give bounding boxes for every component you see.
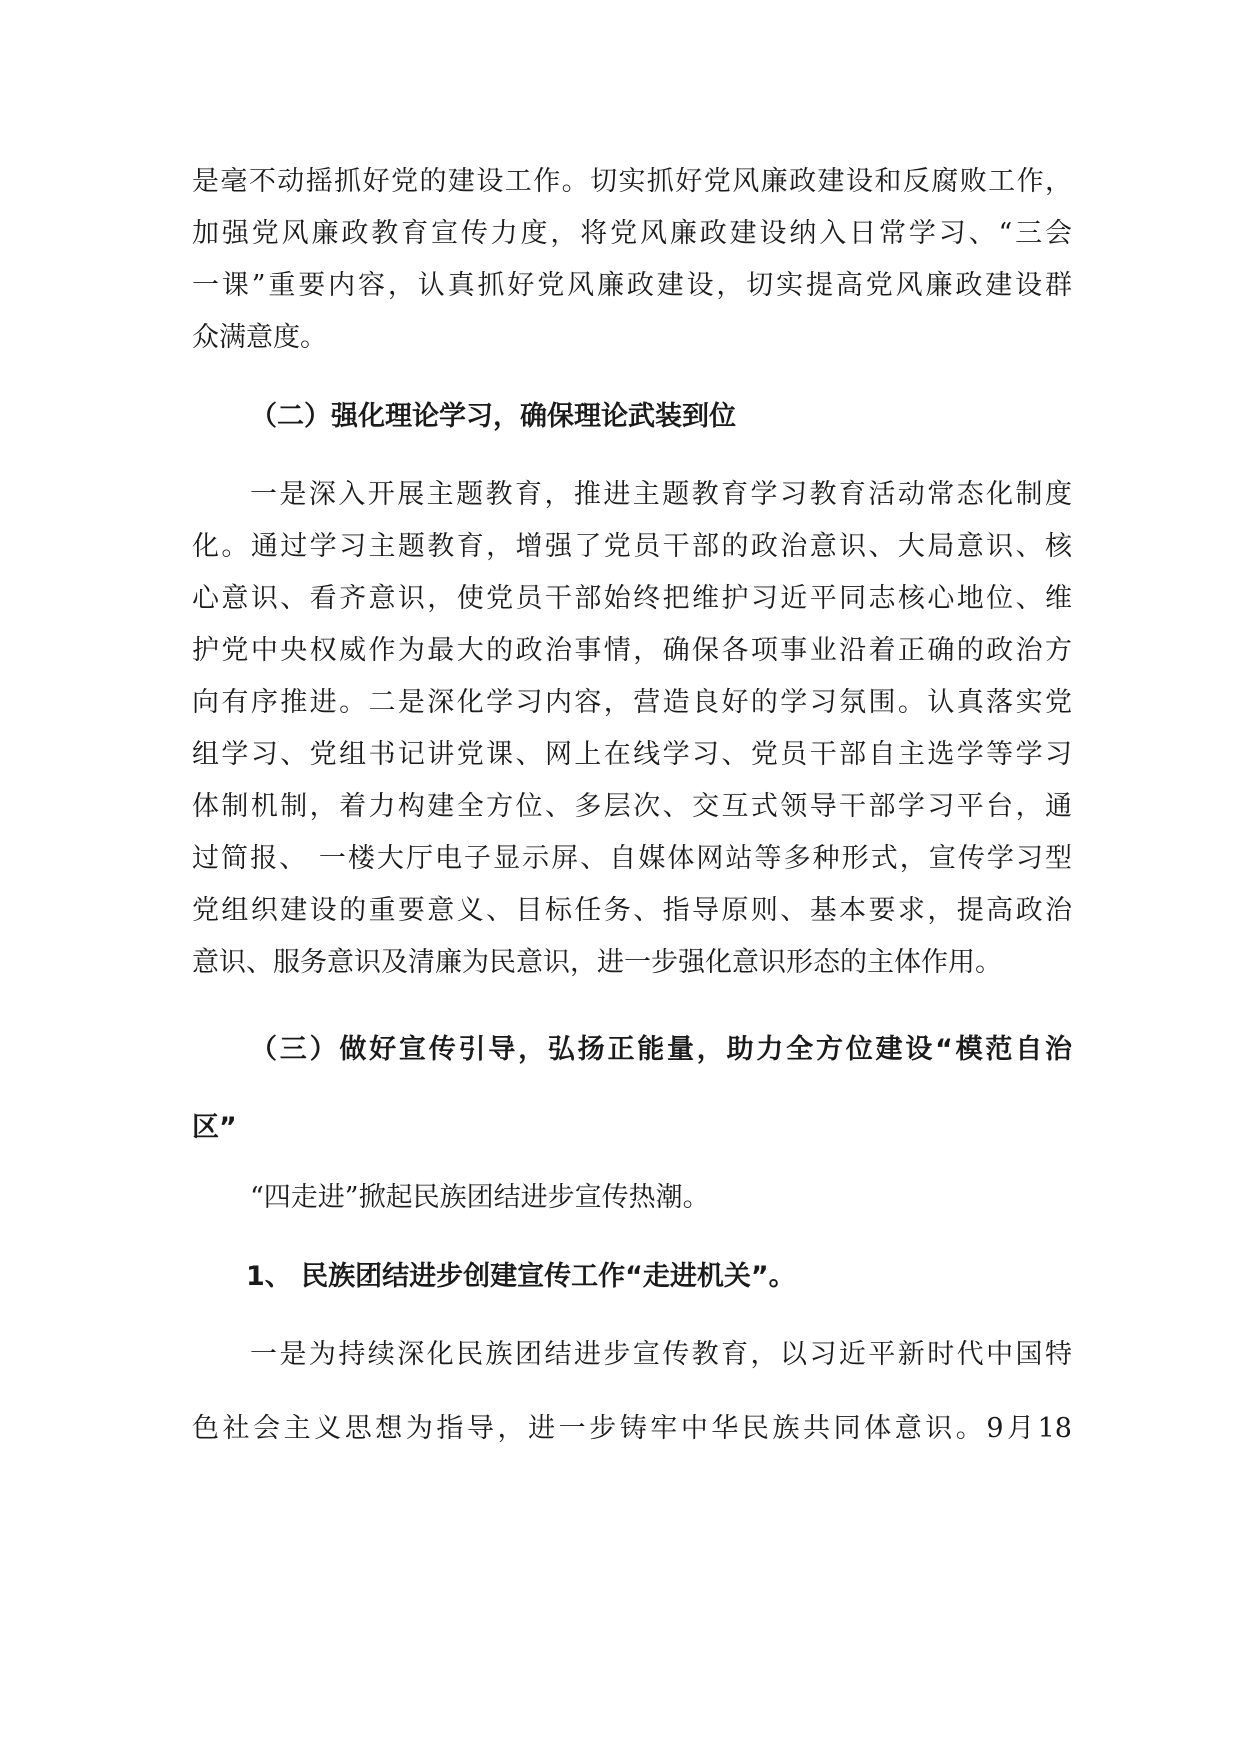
paragraph-line: 一是为持续深化民族团结进步宣传教育，以习近平新时代中国特	[250, 1339, 1072, 1370]
paragraph-line: 意识、服务意识及清廉为民意识，进一步强化意识形态的主体作用。	[192, 947, 1002, 978]
paragraph-line: 过简报、 一楼大厅电子显示屏、自媒体网站等多种形式，宣传学习型	[192, 843, 1072, 874]
paragraph-line: 加强党风廉政教育宣传力度，将党风廉政建设纳入日常学习、“三会	[192, 218, 1072, 249]
paragraph-line: 党组织建设的重要意义、目标任务、指导原则、基本要求，提高政治	[192, 895, 1072, 926]
paragraph-line: 色社会主义思想为指导，进一步铸牢中华民族共同体意识。9月18	[192, 1413, 1072, 1444]
paragraph-line: “四走进”掀起民族团结进步宣传热潮。	[250, 1182, 710, 1213]
paragraph-line: 化。通过学习主题教育，增强了党员干部的政治意识、大局意识、核	[192, 531, 1072, 562]
paragraph-line: 体制机制，着力构建全方位、多层次、交互式领导干部学习平台，通	[192, 791, 1072, 822]
paragraph-line: 向有序推进。二是深化学习内容，营造良好的学习氛围。认真落实党	[192, 687, 1072, 718]
section-heading-2: （二）强化理论学习，确保理论武装到位	[250, 401, 736, 432]
section-heading-3-continued: 区”	[192, 1112, 237, 1143]
paragraph-line: 是毫不动摇抓好党的建设工作。切实抓好党风廉政建设和反腐败工作，	[192, 166, 1072, 197]
paragraph-line: 组学习、党组书记讲党课、网上在线学习、党员干部自主选学等学习	[192, 739, 1072, 770]
paragraph-line: 众满意度。	[192, 322, 327, 353]
paragraph-line: 心意识、看齐意识，使党员干部始终把维护习近平同志核心地位、维	[192, 583, 1072, 614]
subsection-heading-1: 1、 民族团结进步创建宣传工作“走进机关”。	[246, 1261, 796, 1292]
paragraph-line: 一是深入开展主题教育，推进主题教育学习教育活动常态化制度	[250, 479, 1072, 510]
paragraph-line: 护党中央权威作为最大的政治事情，确保各项事业沿着正确的政治方	[192, 635, 1072, 666]
paragraph-line: 一课”重要内容，认真抓好党风廉政建设，切实提高党风廉政建设群	[192, 270, 1072, 301]
section-heading-3: （三）做好宣传引导，弘扬正能量，助力全方位建设“模范自治	[250, 1034, 1072, 1065]
